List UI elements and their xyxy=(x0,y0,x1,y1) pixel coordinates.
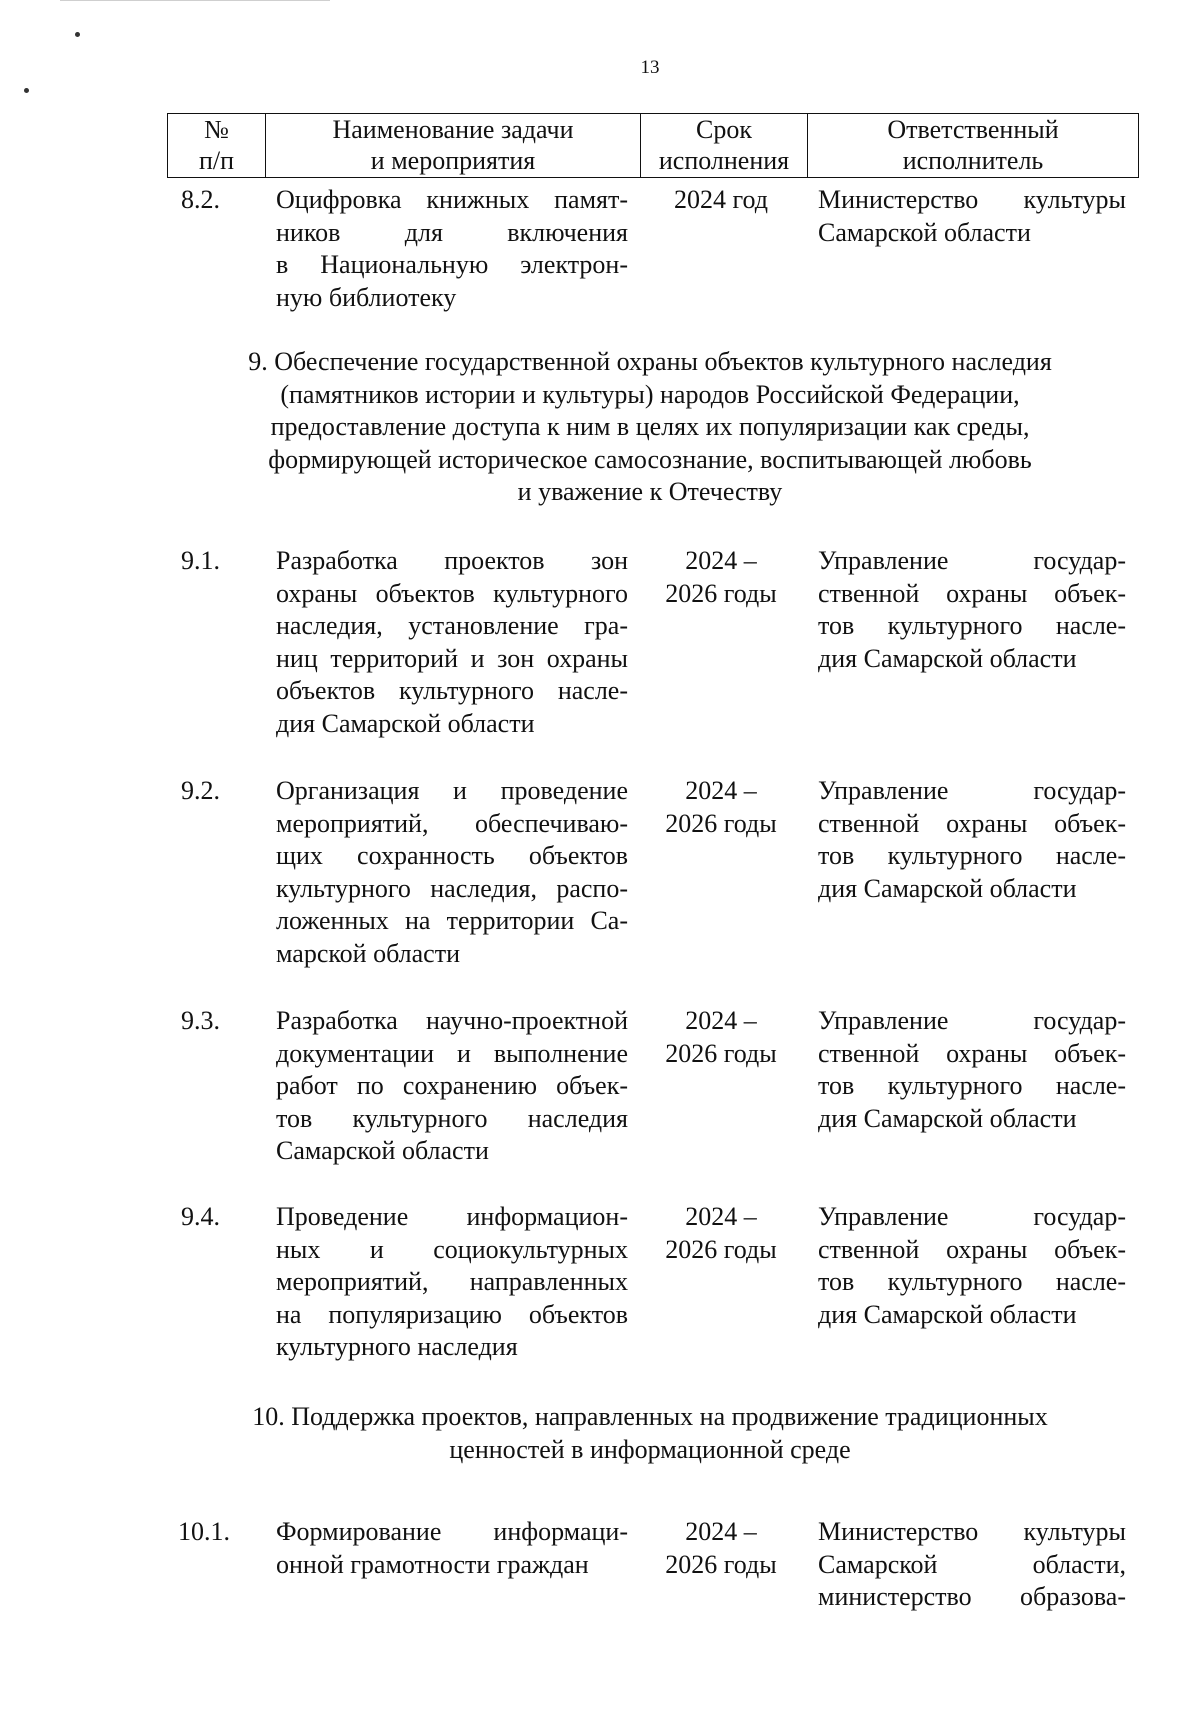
header-text: Ответственный xyxy=(887,115,1059,144)
task-line: на популяризацию объектов xyxy=(276,1299,628,1329)
header-term xyxy=(641,114,808,178)
resp-line: Самарской области, xyxy=(818,1549,1126,1579)
row-number: 10.1. xyxy=(178,1517,230,1546)
term-cell xyxy=(648,184,794,217)
task-line: Самарской области xyxy=(276,1136,489,1165)
task-line: Разработка проектов зон xyxy=(276,546,628,575)
task-cell xyxy=(276,1005,628,1168)
resp-line: тов культурного насле- xyxy=(818,841,1126,870)
task-line: щих сохранность объектов xyxy=(276,841,628,870)
task-line: тов культурного наследия xyxy=(276,1103,628,1133)
resp-line: ственной охраны объек- xyxy=(818,1038,1126,1068)
term-cell xyxy=(648,545,794,610)
header-text: п/п xyxy=(198,146,235,175)
resp-line: дия Самарской области xyxy=(818,1103,1077,1133)
task-line: ниц территорий и зон охраны xyxy=(276,643,628,673)
header-text: и мероприятия xyxy=(370,146,536,175)
header-text: исполнения xyxy=(658,146,790,175)
resp-line: Управление государ- xyxy=(818,1006,1126,1035)
header-text: Наименование задачи xyxy=(332,115,574,144)
resp-line: Управление государ- xyxy=(818,1202,1126,1231)
task-cell xyxy=(276,184,628,314)
task-line: культурного наследия, распо- xyxy=(276,873,628,903)
responsible-cell xyxy=(818,1201,1126,1331)
resp-line: тов культурного насле- xyxy=(818,1267,1126,1296)
task-line: Проведение информацион- xyxy=(276,1202,628,1231)
page-number: 13 xyxy=(640,57,660,78)
section-line: 10. Поддержка проектов, направленных на продвижение традиционных xyxy=(252,1402,1048,1431)
term-cell xyxy=(648,1201,794,1266)
resp-line: Управление государ- xyxy=(818,546,1126,575)
task-line: культурного наследия xyxy=(276,1332,518,1361)
task-line: работ по сохранению объек- xyxy=(276,1071,628,1100)
resp-line: ственной охраны объек- xyxy=(818,808,1126,838)
term-line: 2026 годы xyxy=(665,1038,777,1068)
resp-line: тов культурного насле- xyxy=(818,611,1126,640)
row-number: 9.3. xyxy=(181,1006,220,1035)
task-line: марской области xyxy=(276,938,460,968)
resp-line: дия Самарской области xyxy=(818,643,1077,673)
responsible-cell xyxy=(818,184,1126,249)
term-line: 2024 – xyxy=(685,776,757,805)
row-number: 9.4. xyxy=(181,1202,220,1231)
task-line: Формирование информаци- xyxy=(276,1517,628,1546)
task-line: Разработка научно-проектной xyxy=(276,1006,628,1035)
responsible-cell xyxy=(818,1516,1126,1614)
scan-speck xyxy=(24,88,29,93)
header-text: Срок xyxy=(696,115,752,144)
section-line: (памятников истории и культуры) народов Российской Федерации, xyxy=(280,379,1020,409)
responsible-cell xyxy=(818,775,1126,905)
term-line: 2024 – xyxy=(685,1202,757,1231)
task-line: ную библиотеку xyxy=(276,282,457,312)
task-cell xyxy=(276,775,628,970)
section-line: ценностей в информационной среде xyxy=(449,1434,851,1464)
header-responsible xyxy=(808,114,1139,178)
section-heading-9 xyxy=(180,346,1120,509)
term-line: 2026 годы xyxy=(665,808,777,838)
task-line: ных и социокультурных xyxy=(276,1234,628,1264)
task-cell xyxy=(276,1516,628,1581)
section-line: предоставление доступа к ним в целях их популяризации как среды, xyxy=(270,412,1030,441)
task-line: наследия, установление гра- xyxy=(276,611,628,640)
row-number: 9.2. xyxy=(181,776,220,805)
task-line: объектов культурного насле- xyxy=(276,676,628,705)
task-line: в Национальную электрон- xyxy=(276,250,628,279)
task-line: Оцифровка книжных памят- xyxy=(276,185,628,214)
term-line: 2024 год xyxy=(674,185,768,214)
term-line: 2026 годы xyxy=(665,1234,777,1264)
resp-line: Управление государ- xyxy=(818,776,1126,805)
task-cell xyxy=(276,1201,628,1364)
task-line: онной грамотности граждан xyxy=(276,1549,589,1579)
task-cell xyxy=(276,545,628,740)
term-line: 2026 годы xyxy=(665,1549,777,1579)
term-line: 2024 – xyxy=(685,1006,757,1035)
responsible-cell xyxy=(818,1005,1126,1135)
task-line: ников для включения xyxy=(276,217,628,247)
table-header xyxy=(167,113,1139,178)
header-task xyxy=(266,114,641,178)
row-number: 8.2. xyxy=(181,185,220,214)
scan-speck xyxy=(75,32,80,37)
row-number: 9.1. xyxy=(181,546,220,575)
task-line: дия Самарской области xyxy=(276,708,535,738)
task-line: мероприятий, обеспечиваю- xyxy=(276,808,628,838)
task-line: мероприятий, направленных xyxy=(276,1267,628,1296)
page-edge-line xyxy=(60,0,330,1)
resp-line: тов культурного насле- xyxy=(818,1071,1126,1100)
resp-line: дия Самарской области xyxy=(818,1299,1077,1329)
task-line: Организация и проведение xyxy=(276,776,628,805)
section-line: 9. Обеспечение государственной охраны объектов культурного наследия xyxy=(248,347,1052,376)
header-text: исполнитель xyxy=(902,146,1044,175)
resp-line: Министерство культуры xyxy=(818,1517,1126,1546)
resp-line: ственной охраны объек- xyxy=(818,1234,1126,1264)
section-line: формирующей историческое самосознание, воспитывающей любовь xyxy=(268,444,1032,474)
resp-line: Министерство культуры xyxy=(818,185,1126,214)
term-cell xyxy=(648,775,794,840)
resp-line: министерство образова- xyxy=(818,1582,1126,1611)
task-line: ложенных на территории Са- xyxy=(276,906,628,935)
header-number xyxy=(168,114,266,178)
section-line: и уважение к Отечеству xyxy=(517,477,783,506)
resp-line: Самарской области xyxy=(818,217,1031,247)
resp-line: дия Самарской области xyxy=(818,873,1077,903)
term-line: 2024 – xyxy=(685,1517,757,1546)
term-line: 2024 – xyxy=(685,546,757,575)
resp-line: ственной охраны объек- xyxy=(818,578,1126,608)
term-cell xyxy=(648,1005,794,1070)
task-line: охраны объектов культурного xyxy=(276,578,628,608)
section-heading-10 xyxy=(180,1401,1120,1466)
term-line: 2026 годы xyxy=(665,578,777,608)
term-cell xyxy=(648,1516,794,1581)
responsible-cell xyxy=(818,545,1126,675)
task-line: документации и выполнение xyxy=(276,1038,628,1068)
header-text: № xyxy=(204,115,229,144)
